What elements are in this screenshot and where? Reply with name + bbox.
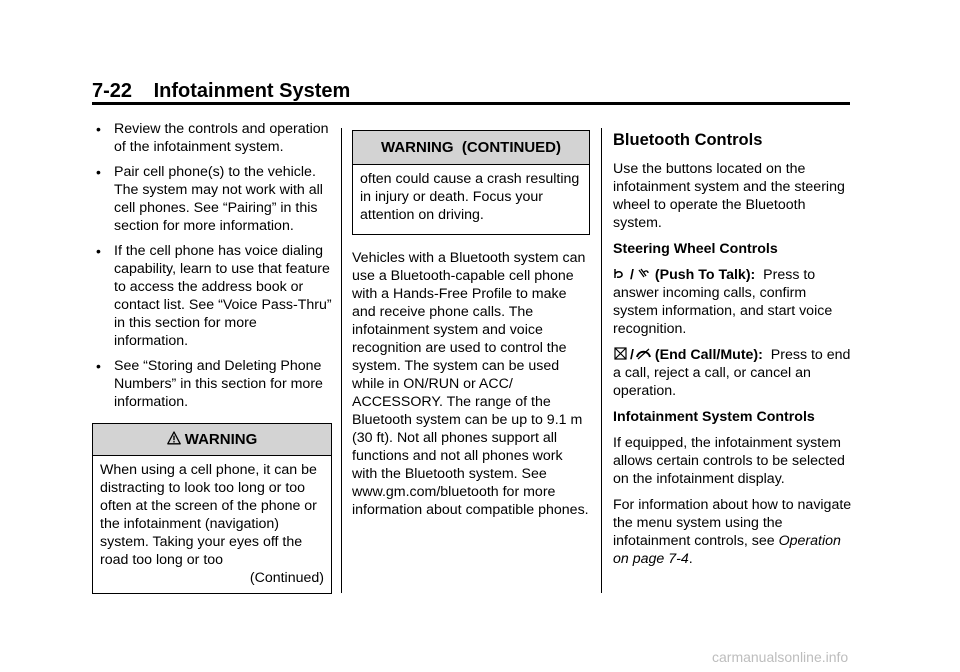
warning-continued-box (352, 130, 590, 235)
navigate-paragraph: For information about how to navigate the menu system using the infotainment controls, see Operation on page 7-4. (613, 497, 852, 567)
page-number: 7-22 (92, 80, 133, 102)
header-rule (92, 102, 850, 105)
section-title: Infotainment System (153, 80, 351, 102)
push-to-talk-entry: / (Push To Talk): Press to answer incoming calls, confirm system information, and start voice recognition. (613, 267, 833, 337)
warning-header (93, 424, 331, 456)
continued-label: (Continued) (249, 570, 324, 586)
end-call-text: Press to end a call, reject a call, or cancel an operation. (613, 347, 851, 399)
list-item: • If the cell phone has voice dialing capability, learn to use that feature to access the address book or contact list. See “Voice Pass-Thru” in this section for more information. (96, 243, 332, 349)
end-call-label: (End Call/Mute): (654, 347, 763, 363)
operation-reference-link[interactable]: Operation on page 7-4 (613, 533, 841, 567)
page-header (92, 80, 350, 103)
warning-title: WARNING (184, 431, 258, 448)
push-to-talk-label: (Push To Talk): (654, 267, 756, 283)
column-divider-2 (601, 128, 602, 593)
list-item: • Pair cell phone(s) to the vehicle. The system may not work with all cell phones. See “Pairing” in this section for more information. (96, 164, 323, 234)
column-1 (92, 120, 332, 594)
column-divider-1 (341, 128, 342, 593)
list-item: • Review the controls and operation of the infotainment system. (96, 121, 329, 155)
column-2 (352, 130, 590, 527)
mute-icon (613, 346, 628, 361)
bluetooth-paragraph: Vehicles with a Bluetooth system can use a Bluetooth-capable cell phone with a Hands-Free Profile to make and receive phone calls. The infotainment system and voice recognition are used to control the system. The system can be used while in ON/RUN or ACC/ ACCESSORY. The range of the Bluetooth system can be up to 9.1 m (30 ft). Not all phones support all functions and not all phones work with the Bluetooth system. See www.gm.com/bluetooth for more information about compatible phones. (352, 250, 589, 518)
warning-text: When using a cell phone, it can be distracting to look too long or too often at the screen of the phone or the infotainment (navigation) system. Taking your eyes off the road too long or too (100, 462, 317, 568)
bluetooth-controls-heading: Bluetooth Controls (613, 131, 763, 149)
push-to-talk-text: Press to answer incoming calls, confirm system information, and start voice recognition. (613, 267, 833, 337)
bullet-icon: • (96, 164, 101, 180)
column-3 (613, 130, 853, 576)
infotainment-controls-heading: Infotainment System Controls (613, 409, 815, 425)
end-call-entry: / (End Call/Mute): Press to end a call, reject a call, or cancel an operation. (613, 347, 851, 399)
bullet-icon: • (96, 243, 101, 259)
steering-wheel-heading: Steering Wheel Controls (613, 241, 778, 257)
bullet-icon: • (96, 358, 101, 374)
warning-body (93, 456, 331, 593)
watermark: carmanualsonline.info (712, 649, 849, 665)
warning-continued-body: often could cause a crash resulting in injury or death. Focus your attention on driving. (360, 171, 580, 223)
intro-paragraph: Use the buttons located on the infotainment system and the steering wheel to operate the Bluetooth system. (613, 161, 845, 231)
voice-mouth-icon (613, 266, 628, 281)
list-item: • See “Storing and Deleting Phone Numbers” in this section for more information. (96, 358, 323, 410)
infotainment-controls-paragraph: If equipped, the infotainment system allows certain controls to be selected on the infotainment display. (613, 435, 845, 487)
end-call-icon (636, 346, 651, 361)
warning-continued-header: WARNING (CONTINUED) (353, 131, 589, 165)
bullet-icon: • (96, 121, 101, 137)
bullet-list (92, 120, 332, 411)
phone-voice-icon (636, 266, 651, 281)
warning-triangle-icon (167, 431, 181, 445)
warning-box (92, 423, 332, 594)
